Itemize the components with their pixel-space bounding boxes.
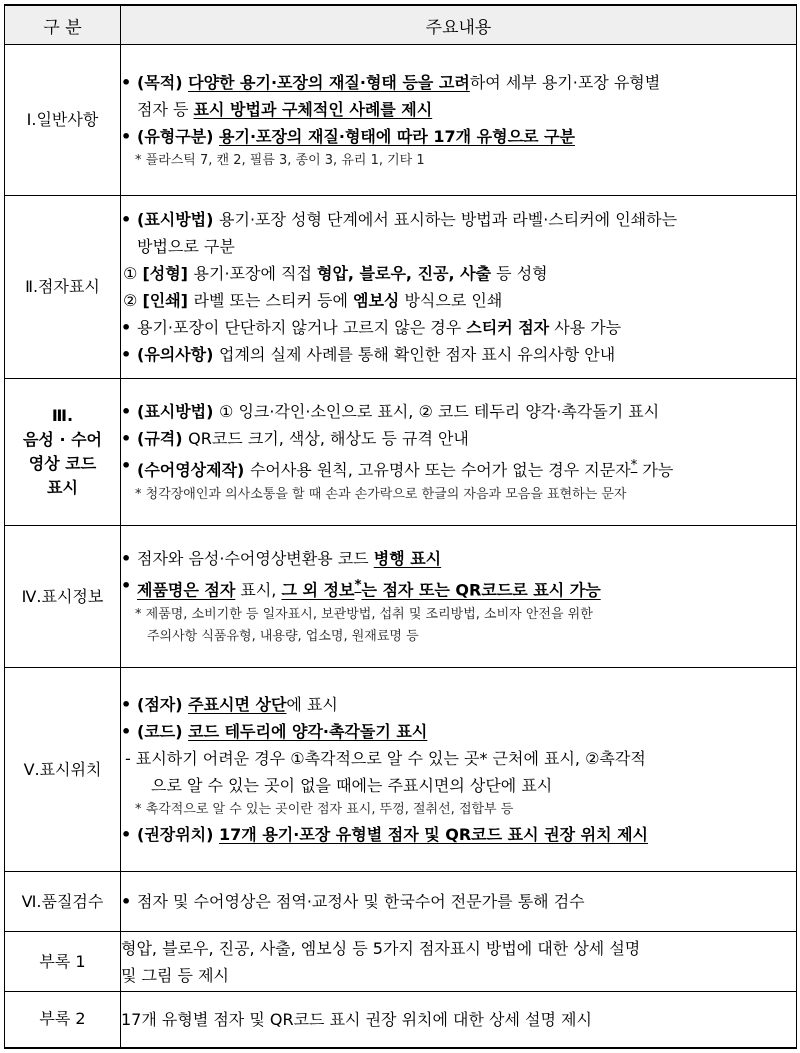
- bullet-line: • 점자 및 수어영상은 점역·교정사 및 한국수어 전문가를 통해 검수: [121, 888, 796, 915]
- numbered-line: ② [인쇄] 라벨 또는 스티커 등에 엠보싱 방식으로 인쇄: [123, 291, 503, 310]
- continuation-line: 방법으로 구분: [137, 237, 235, 256]
- section-label: Ⅴ.표시위치: [5, 668, 121, 872]
- section-row-code: [5, 379, 797, 526]
- section-row-general: [5, 45, 797, 196]
- section-content: [121, 526, 797, 668]
- appendix-content: [121, 932, 797, 992]
- footnote: * 청각장애인과 의사소통을 할 때 손과 손가락으로 한글의 자음과 모음을 표현하는 문자: [135, 486, 627, 502]
- section-content: [121, 872, 797, 932]
- section-content: [121, 196, 797, 379]
- bullet-line: • (수어영상제작) 수어사용 원칙, 고유명사 또는 수어가 없는 경우 지문자* 가능: [121, 452, 796, 483]
- appendix-label: 부록 1: [5, 932, 121, 992]
- bullet-line: • (표시방법) ① 잉크·각인·소인으로 표시, ② 코드 테두리 양각·촉각돌기 표시: [121, 398, 796, 425]
- bullet-line: • (코드) 코드 테두리에 양각·촉각돌기 표시: [121, 718, 796, 745]
- section-label: Ⅲ. 음성 · 수어 영상 코드 표시: [5, 379, 121, 526]
- footnote: * 촉각적으로 알 수 있는 곳이란 점자 표시, 뚜껑, 절취선, 접합부 등: [135, 802, 514, 817]
- section-row-position: [5, 668, 797, 872]
- bullet-line: • 점자와 음성·수어영상변환용 코드 병행 표시: [121, 545, 796, 572]
- bullet-line: • (유형구분) 용기·포장의 재질·형태에 따라 17개 유형으로 구분: [121, 123, 796, 150]
- text-line: 및 그림 등 제시: [121, 965, 229, 985]
- bullet-line: • (규격) QR코드 크기, 색상, 해상도 등 규격 안내: [121, 425, 796, 452]
- appendix-row-2: [5, 992, 797, 1048]
- header-category: 구 분: [5, 5, 121, 45]
- dash-continuation: 으로 알 수 있는 곳이 없을 때에는 주표시면의 상단에 표시: [151, 776, 553, 795]
- section-row-braille: [5, 196, 797, 379]
- appendix-content: [121, 992, 797, 1048]
- section-label: Ⅳ.표시정보: [5, 526, 121, 668]
- continuation-line: 점자 등 표시 방법과 구체적인 사례를 제시: [137, 99, 433, 119]
- text-line: 17개 유형별 점자 및 QR코드 표시 권장 위치에 대한 상세 설명 제시: [121, 1009, 592, 1029]
- dash-line: - 표시하기 어려운 경우 ①촉각적으로 알 수 있는 곳* 근처에 표시, ②촉각적: [125, 749, 646, 768]
- bullet-line: • (목적) 다양한 용기·포장의 재질·형태 등을 고려하여 세부 용기·포장 유형별: [121, 69, 796, 96]
- footnote: * 제품명, 소비기한 등 일자표시, 보관방법, 섭취 및 조리방법, 소비자 안전을 위한: [135, 606, 593, 622]
- section-label: Ⅵ.품질검수: [5, 872, 121, 932]
- section-row-info: [5, 526, 797, 668]
- bullet-line: • (점자) 주표시면 상단에 표시: [121, 691, 796, 718]
- section-row-quality: [5, 872, 797, 932]
- section-content: [121, 379, 797, 526]
- header-content: 주요내용: [121, 5, 797, 45]
- appendix-label: 부록 2: [5, 992, 121, 1048]
- numbered-line: ① [성형] 용기·포장에 직접 형압, 블로우, 진공, 사출 등 성형: [123, 264, 548, 283]
- section-content: [121, 45, 797, 196]
- section-content: [121, 668, 797, 872]
- text-line: 형압, 블로우, 진공, 사출, 엠보싱 등 5가지 점자표시 방법에 대한 상세 설명: [121, 938, 641, 958]
- footnote: * 플라스틱 7, 캔 2, 필름 3, 종이 3, 유리 1, 기타 1: [135, 152, 425, 168]
- appendix-row-1: [5, 932, 797, 992]
- footnote-continuation: 주의사항 식품유형, 내용량, 업소명, 원재료명 등: [147, 628, 419, 644]
- summary-table: [4, 4, 797, 1049]
- bullet-line: • (유의사항) 업계의 실제 사례를 통해 확인한 점자 표시 유의사항 안내: [121, 341, 796, 368]
- section-label: Ⅰ.일반사항: [5, 45, 121, 196]
- bullet-line: • 용기·포장이 단단하지 않거나 고르지 않은 경우 스티커 점자 사용 가능: [121, 314, 796, 341]
- bullet-line: • (표시방법) 용기·포장 성형 단계에서 표시하는 방법과 라벨·스티커에 인쇄하는: [121, 206, 796, 233]
- header-row: [5, 5, 797, 45]
- section-label: Ⅱ.점자표시: [5, 196, 121, 379]
- bullet-line: • 제품명은 점자 표시, 그 외 정보*는 점자 또는 QR코드로 표시 가능: [121, 572, 796, 603]
- bullet-line: • (권장위치) 17개 용기·포장 유형별 점자 및 QR코드 표시 권장 위치 제시: [121, 821, 796, 848]
